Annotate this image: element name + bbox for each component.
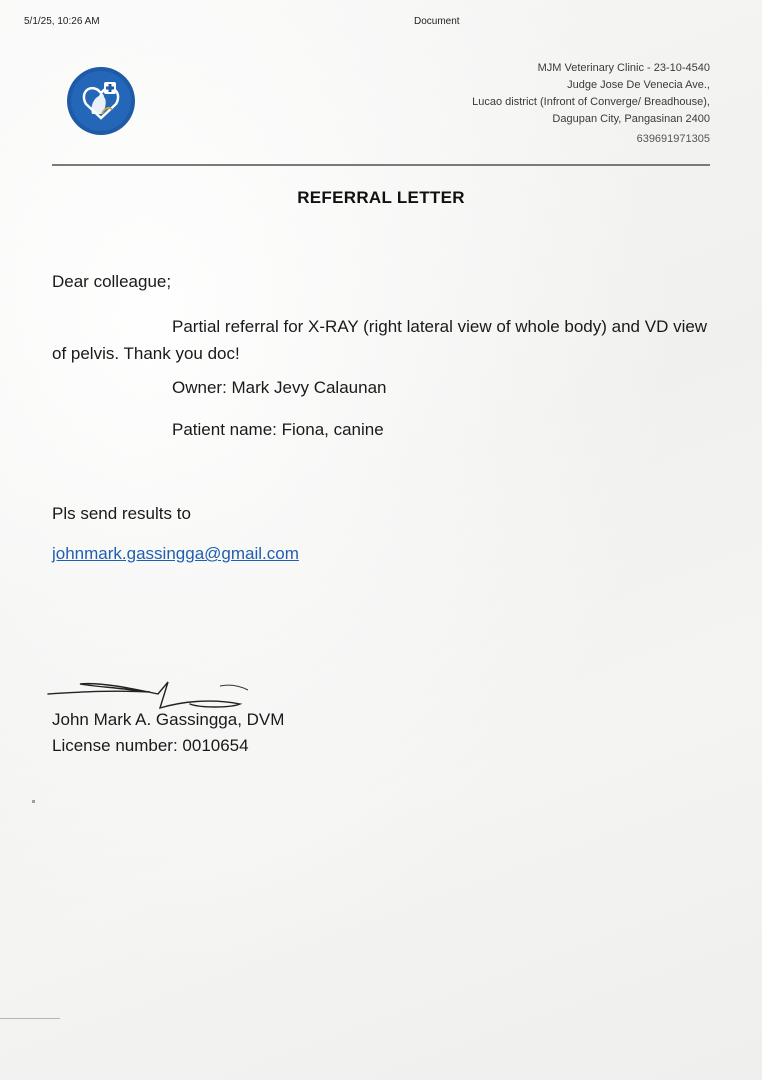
clinic-address-line1: Judge Jose De Venecia Ave.,: [567, 79, 710, 91]
clinic-address-line2: Lucao district (Infront of Converge/ Breadhouse),: [472, 96, 710, 108]
owner-line: Owner: Mark Jevy Calaunan: [172, 378, 387, 397]
clinic-info: [370, 60, 710, 148]
signatory-name: John Mark A. Gassingga, DVM: [52, 710, 285, 729]
salutation: Dear colleague;: [52, 272, 172, 291]
patient-line: Patient name: Fiona, canine: [172, 420, 384, 439]
send-results-line: Pls send results to: [52, 504, 191, 523]
letter-title: [0, 188, 762, 208]
header-divider: [52, 164, 710, 166]
scan-fold-line: [0, 1018, 60, 1019]
letter-title-text: REFERRAL LETTER: [297, 188, 465, 207]
clinic-address-line3: Dagupan City, Pangasinan 2400: [552, 113, 710, 125]
scan-speck: [32, 800, 35, 803]
license-number: License number: 0010654: [52, 736, 249, 755]
clinic-name: MJM Veterinary Clinic - 23-10-4540: [537, 62, 710, 74]
results-email-link[interactable]: johnmark.gassingga@gmail.com: [52, 544, 299, 563]
referral-paragraph: Partial referral for X-RAY (right lateral view of whole body) and VD view of pelvis. Thank you doc!: [52, 317, 708, 363]
print-document-title: Document: [414, 16, 460, 27]
clinic-phone: 639691971305: [636, 133, 710, 145]
print-datetime: 5/1/25, 10:26 AM: [24, 16, 100, 27]
veterinary-logo-icon: [66, 66, 136, 136]
